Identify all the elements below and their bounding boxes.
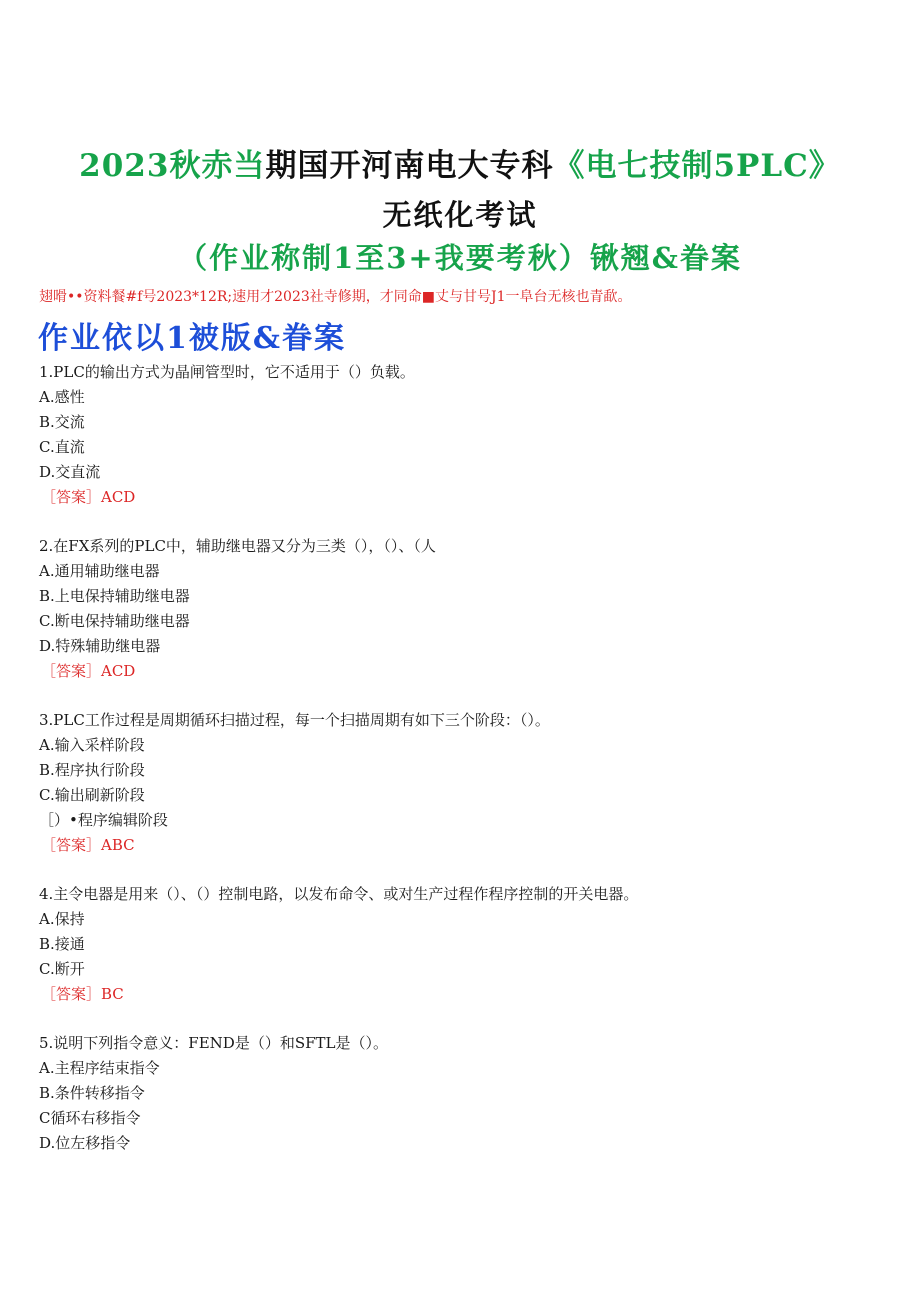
option-d: D.特殊辅助继电器 bbox=[39, 637, 161, 655]
option-a: A.保持 bbox=[39, 910, 85, 928]
option-a: A.感性 bbox=[39, 388, 85, 406]
option-b: B.交流 bbox=[39, 413, 85, 431]
option-a: A.通用辅助继电器 bbox=[39, 562, 160, 580]
option-a: A.输入采样阶段 bbox=[39, 736, 145, 754]
question-2 bbox=[39, 534, 899, 684]
title-part-course: 《电七技制5PLC》 bbox=[553, 148, 841, 184]
document-title bbox=[0, 140, 920, 185]
title-part-school: 期国开河南电大专科 bbox=[265, 148, 554, 184]
option-c: C.断电保持辅助继电器 bbox=[39, 612, 190, 630]
question-5 bbox=[39, 1031, 899, 1156]
option-d: D.位左移指令 bbox=[39, 1134, 131, 1152]
option-d: D.交直流 bbox=[39, 463, 101, 481]
question-stem: 5.说明下列指令意义：FEND是（）和SFTL是（）。 bbox=[39, 1034, 388, 1052]
option-b: B.条件转移指令 bbox=[39, 1084, 145, 1102]
answer: ［答案］ACD bbox=[41, 662, 136, 680]
option-d: ［）•程序编辑阶段 bbox=[39, 811, 168, 829]
question-3 bbox=[39, 708, 899, 858]
answer: ［答案］ABC bbox=[41, 836, 135, 854]
option-b: B.上电保持辅助继电器 bbox=[39, 587, 190, 605]
document-subtitle-2: （作业称制1至3+我要考秋）锹翘&眷案 bbox=[178, 241, 742, 275]
option-c: C循环右移指令 bbox=[39, 1109, 141, 1127]
question-stem: 3.PLC工作过程是周期循环扫描过程，每一个扫描周期有如下三个阶段：（）。 bbox=[39, 711, 550, 729]
option-c: C.直流 bbox=[39, 438, 85, 456]
title-part-year: 2023秋赤当 bbox=[79, 148, 266, 184]
option-b: B.程序执行阶段 bbox=[39, 761, 145, 779]
question-stem: 4.主令电器是用来（）、（）控制电路，以发布命令、或对生产过程作程序控制的开关电器。 bbox=[39, 885, 639, 903]
document-subtitle: 无纸化考试 bbox=[382, 198, 538, 232]
question-4 bbox=[39, 882, 899, 1007]
question-stem: 1.PLC的输出方式为晶闸管型时，它不适用于（）负载。 bbox=[39, 363, 415, 381]
option-b: B.接通 bbox=[39, 935, 85, 953]
option-c: C.输出刷新阶段 bbox=[39, 786, 145, 804]
option-c: C.断开 bbox=[39, 960, 85, 978]
answer: ［答案］BC bbox=[41, 985, 124, 1003]
option-a: A.主程序结束指令 bbox=[39, 1059, 160, 1077]
question-list bbox=[39, 360, 899, 1180]
answer: ［答案］ACD bbox=[41, 488, 136, 506]
section-title: 作业依以1被版&眷案 bbox=[38, 321, 346, 356]
question-stem: 2.在FX系列的PLC中，辅助继电器又分为三类（），（）、（人 bbox=[39, 537, 436, 555]
question-1 bbox=[39, 360, 899, 510]
notice-text: 翅嗗••资料餐#f号2023*12R;速用才2023社寺修期，才同命■丈与甘号J1一阜台无核也青歃。 bbox=[39, 289, 632, 305]
